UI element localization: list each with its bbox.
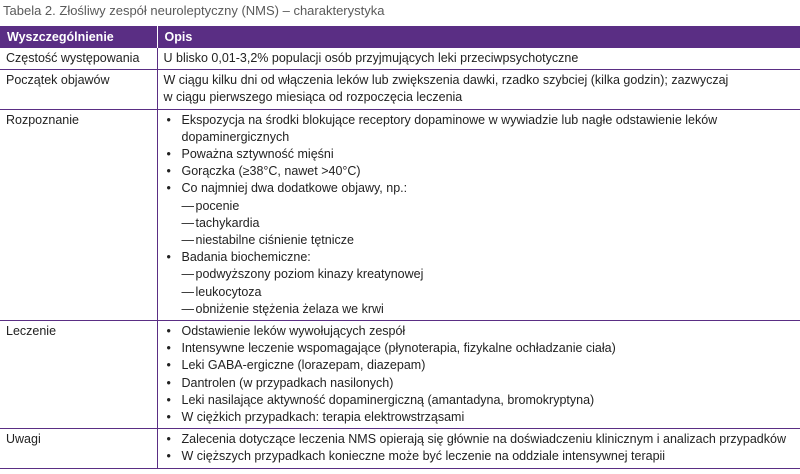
row-label: Rozpoznanie	[0, 109, 157, 320]
table-header-row	[0, 26, 800, 48]
sub-list-item	[164, 284, 797, 301]
sub-list-item	[164, 266, 797, 283]
sub-list-badania	[164, 266, 797, 318]
list-item: • Badania biochemiczne:	[164, 249, 797, 266]
sub-list-item	[164, 215, 797, 232]
description-line: W ciągu kilku dni od włączenia leków lub zwiększenia dawki, rzadko szybciej (kilka godzin); zazwyczaj	[163, 73, 729, 88]
table-row-leczenie	[0, 321, 800, 429]
sub-list-item-text: obniżenie stężenia żelaza we krwi	[195, 301, 384, 316]
list-item: • Odstawienie leków wywołujących zespół	[164, 323, 797, 340]
list-item: • Leki GABA-ergiczne (lorazepam, diazepam)	[164, 357, 797, 374]
list-item: • Leki nasilające aktywność dopaminergiczną (amantadyna, bromokryptyna)	[164, 392, 797, 409]
dash-mark: —	[181, 301, 194, 316]
row-description: U blisko 0,01-3,2% populacji osób przyjmujących leki przeciwpsychotyczne	[157, 48, 800, 70]
table-row-uwagi	[0, 429, 800, 468]
description-line: w ciągu pierwszego miesiąca od rozpoczęcia leczenia	[163, 90, 463, 105]
list-item	[164, 112, 797, 146]
list-item-line: dopaminergicznych	[181, 129, 290, 144]
list-item: • Co najmniej dwa dodatkowe objawy, np.:	[164, 180, 797, 197]
list-item: • Gorączka (≥38°C, nawet >40°C)	[164, 163, 797, 180]
list-item: • Dantrolen (w przypadkach nasilonych)	[164, 375, 797, 392]
row-label: Częstość występowania	[0, 48, 157, 70]
bullet-list	[164, 431, 797, 465]
list-item: • Poważna sztywność mięśni	[164, 146, 797, 163]
sub-list-item-text: pocenie	[195, 198, 240, 213]
bullet-list	[164, 112, 797, 198]
table-caption: Tabela 2. Złośliwy zespół neuroleptyczny (NMS) – charakterystyka	[3, 3, 385, 18]
table-row-poczatek	[0, 70, 800, 109]
list-item: • Zalecenia dotyczące leczenia NMS opierają się głównie na doświadczeniu klinicznym i analizach przypadków	[164, 431, 797, 448]
dash-mark: —	[181, 215, 194, 230]
sub-list-item-text: tachykardia	[195, 215, 260, 230]
bullet-list	[164, 323, 797, 426]
list-item: • Intensywne leczenie wspomagające (płynoterapia, fizykalne ochładzanie ciała)	[164, 340, 797, 357]
list-item-line: • Ekspozycja na środki blokujące receptory dopaminowe w wywiadzie lub nagłe odstawienie leków	[181, 112, 718, 127]
list-item: • W ciężkich przypadkach: terapia elektrowstrząsami	[164, 409, 797, 426]
row-description	[157, 109, 800, 320]
sub-list-objawy	[164, 198, 797, 250]
row-label: Uwagi	[0, 429, 157, 468]
sub-list-item-text: leukocytoza	[195, 284, 262, 299]
sub-list-item-text: podwyższony poziom kinazy kreatynowej	[195, 267, 424, 282]
row-description	[157, 429, 800, 468]
sub-list-item	[164, 301, 797, 318]
sub-list-item	[164, 232, 797, 249]
dash-mark: —	[181, 198, 194, 213]
row-description	[157, 70, 800, 109]
row-label: Leczenie	[0, 321, 157, 429]
sub-list-item	[164, 198, 797, 215]
dash-mark: —	[181, 284, 194, 299]
column-header-wyszczegolnienie: Wyszczególnienie	[0, 26, 157, 48]
table-row-czestosc	[0, 48, 800, 70]
row-description	[157, 321, 800, 429]
column-header-opis: Opis	[157, 26, 800, 48]
table-row-rozpoznanie	[0, 109, 800, 320]
dash-mark: —	[181, 233, 194, 248]
sub-list-item-text: niestabilne ciśnienie tętnicze	[195, 233, 354, 248]
dash-mark: —	[181, 267, 194, 282]
list-item: • W cięższych przypadkach konieczne może być leczenie na oddziale intensywnej terapii	[164, 448, 797, 465]
bullet-list	[164, 249, 797, 266]
row-label: Początek objawów	[0, 70, 157, 109]
nms-table	[0, 26, 800, 469]
